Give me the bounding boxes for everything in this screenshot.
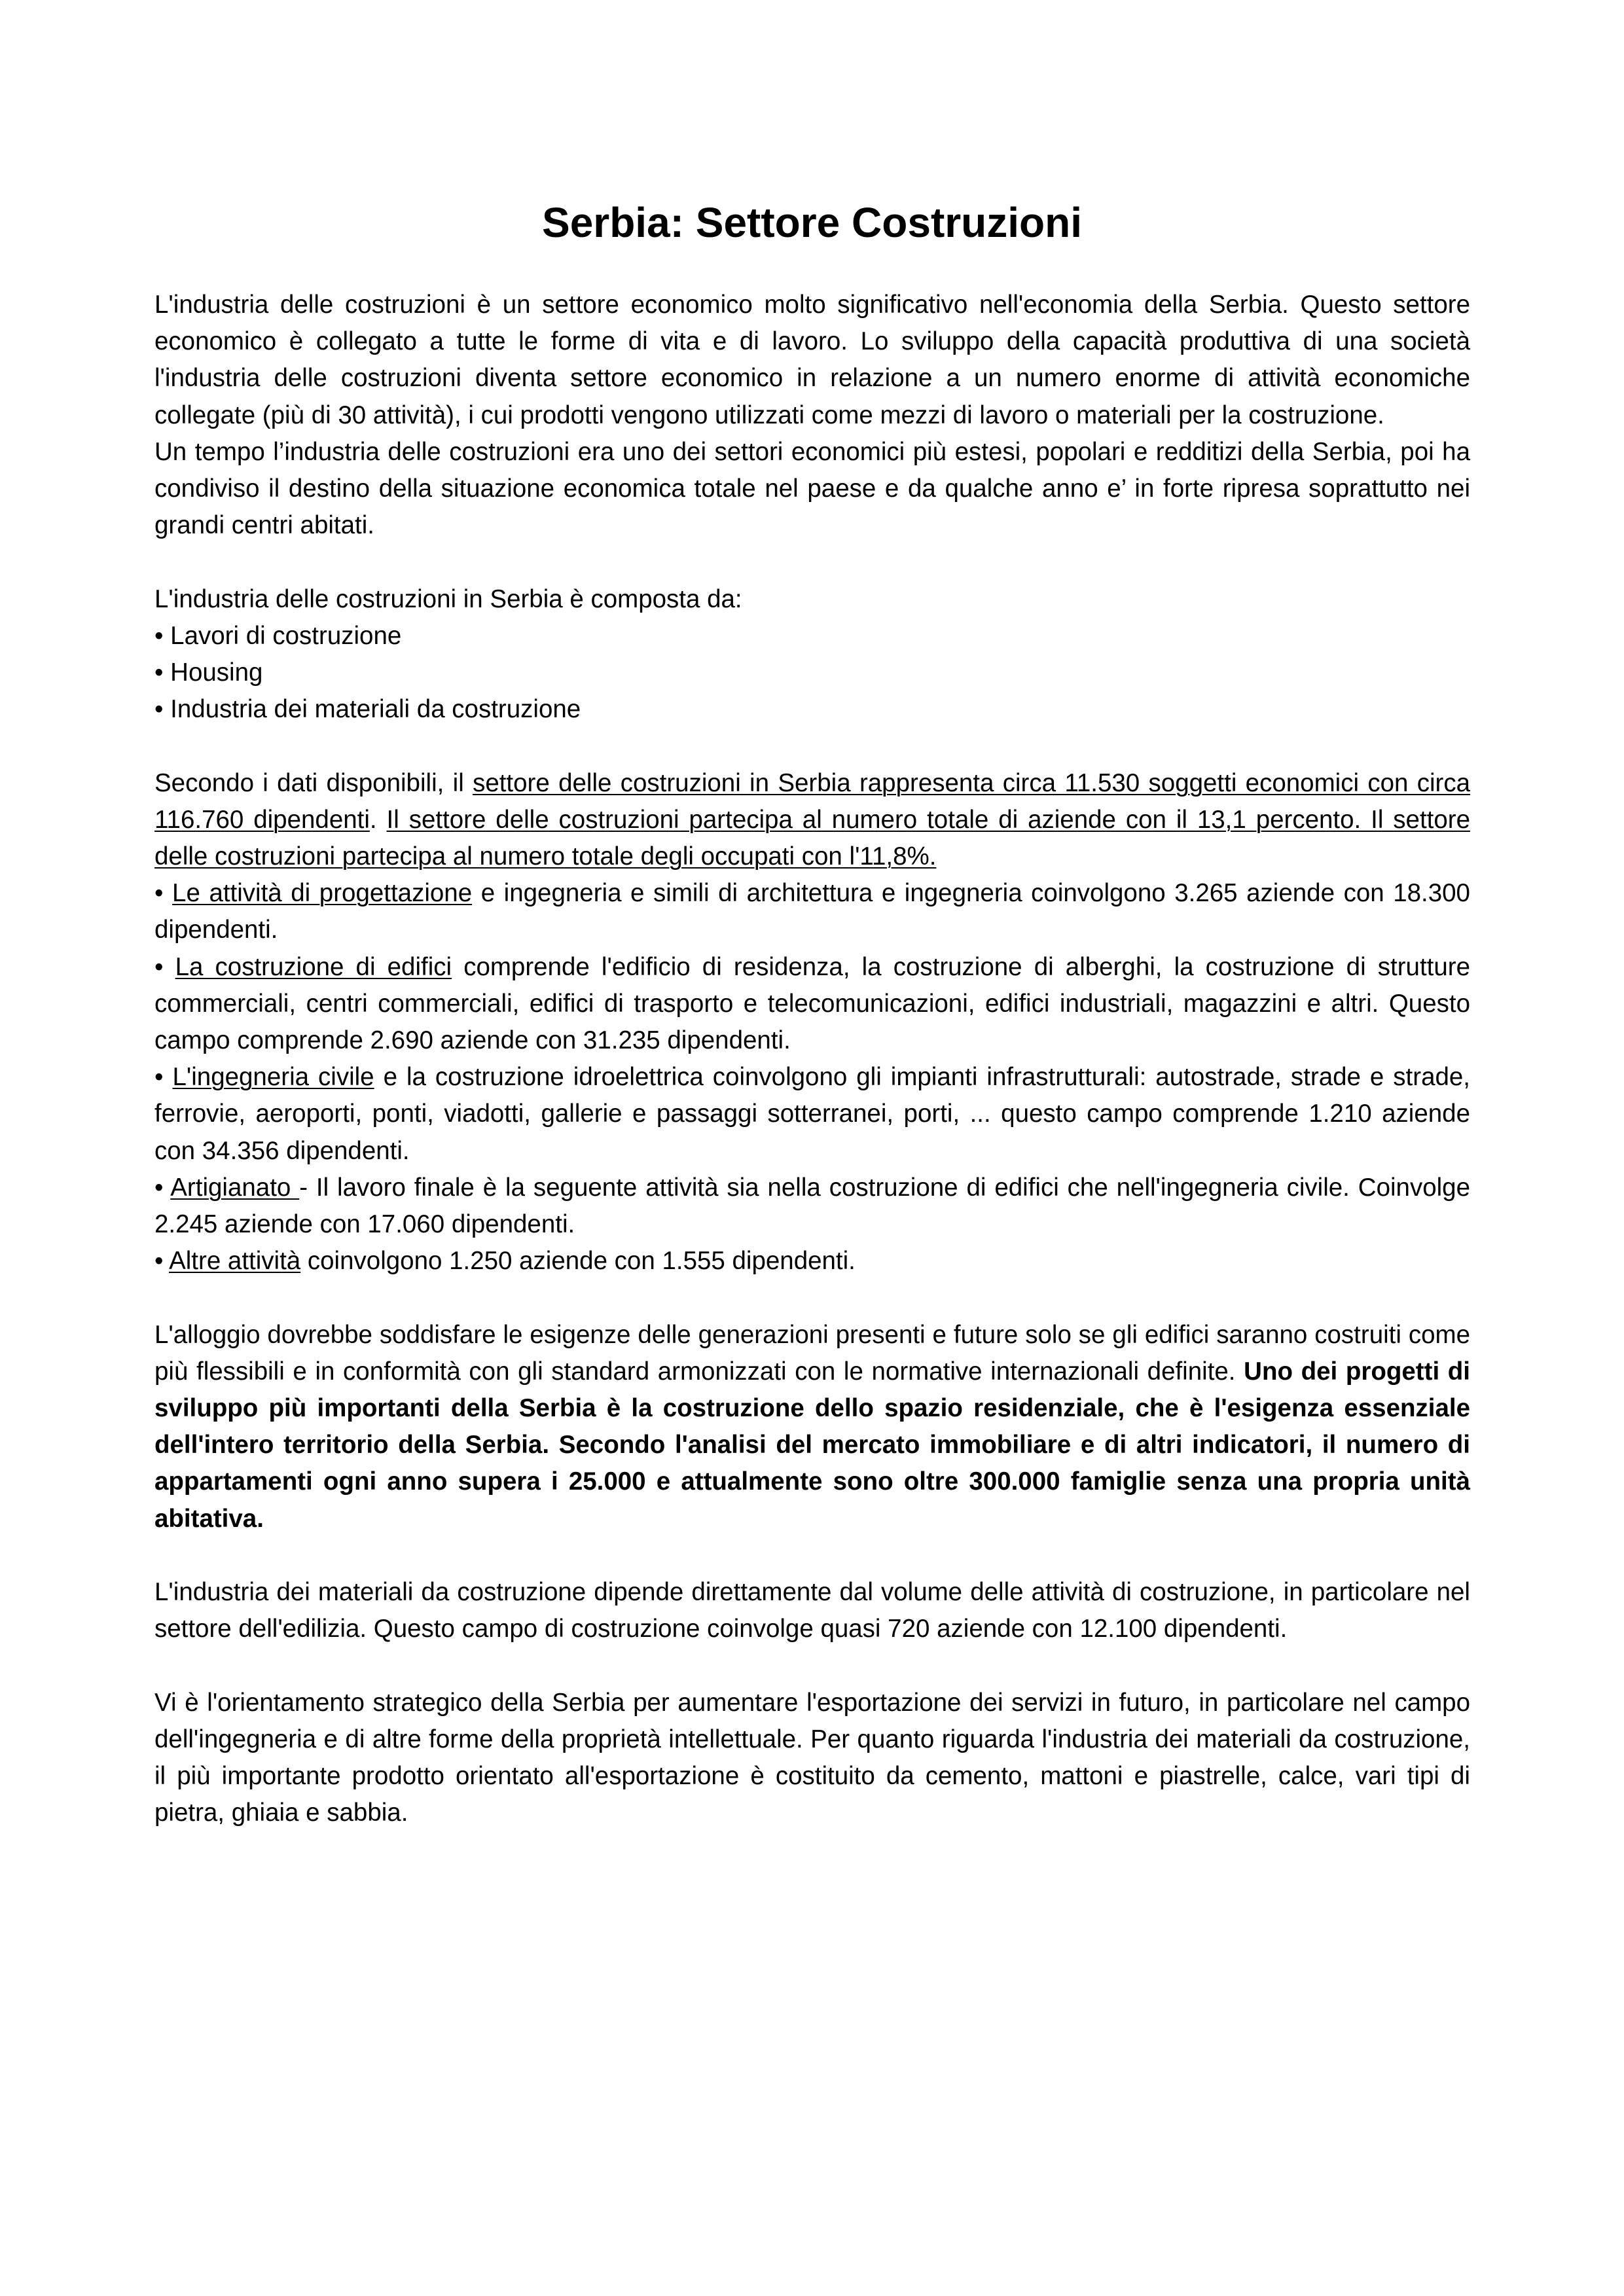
activity-text: coinvolgono 1.250 aziende con 1.555 dipendenti. [300,1247,856,1276]
paragraph-spacer [154,1280,1470,1316]
composition-item: • Lavori di costruzione [154,621,402,650]
activity-label: Altre attività [169,1247,301,1276]
activity-item [154,949,1470,1060]
activity-bullet: • [154,1247,170,1276]
composition-intro: L'industria delle costruzioni in Serbia è composta da: [154,584,742,613]
activity-bullet: • [154,952,175,981]
intro-paragraph-1: L'industria delle costruzioni è un settore economico molto significativo nell'economia della Serbia. Questo settore economico è collegato a tutte le forme di vita e di lavoro. Lo sviluppo della capacità produttiva di una società l'industria delle costruzioni diventa settore economico in relazione a un numero enorme di attività economiche collegate (più di 30 attività), i cui prodotti vengono utilizzati come mezzi di lavoro o materiali per la costruzione. [154,291,1470,429]
page-title: Serbia: Settore Costruzioni [542,199,1082,246]
activity-text: e ingegneria e simili di architettura e ingegneria coinvolgono 3.265 aziende con 18.300 dipendenti. [154,879,1470,944]
activity-bullet: • [154,1063,173,1092]
materials-paragraph: L'industria dei materiali da costruzione dipende direttamente dal volume delle attività di costruzione, in particolare nel settore dell'edilizia. Questo campo di costruzione coinvolge quasi 720 aziende con 12.100 dipendenti. [154,1578,1470,1643]
export-paragraph: Vi è l'orientamento strategico della Serbia per aumentare l'esportazione dei servizi in futuro, in particolare nel campo dell'ingegneria e di altre forme della proprietà intellettuale. Per quanto riguarda l'industria dei materiali da costruzione, il più importante prodotto orientato all'esportazione è costituito da cemento, mattoni e piastrelle, calce, vari tipi di pietra, ghiaia e sabbia. [154,1688,1470,1827]
housing-bold-text: Uno dei progetti di sviluppo più importanti della Serbia è la costruzione dello spazio residenziale, che è l'esigenza essenziale dell'intero territorio della Serbia. Secondo l'analisi del mercato immobiliare e di altri indicatori, il numero di appartamenti ogni anno supera i 25.000 e attualmente sono oltre 300.000 famiglie senza una propria unità abitativa. [154,1357,1470,1533]
intro-paragraph-2: Un tempo l’industria delle costruzioni era uno dei settori economici più estesi, popolari e redditizi della Serbia, poi ha condiviso il destino della situazione economica totale nel paese e da qualche anno e’ in forte ripresa soprattutto nei grandi centri abitati. [154,437,1470,540]
activity-label: La costruzione di edifici [175,952,452,981]
paragraph-spacer [154,1647,1470,1684]
activity-item [154,1059,1470,1170]
stats-underlined-2: Il settore delle costruzioni partecipa al numero totale di aziende con il 13,1 percento. Il settore delle costruzioni partecipa al numero totale degli occupati con l'11,8%. [154,805,1470,871]
activity-item [154,875,1470,948]
activity-text: comprende l'edificio di residenza, la costruzione di alberghi, la costruzione di strutture commerciali, centri commerciali, edifici di trasporto e telecomunicazioni, edifici industriali, magazzini e altri. Questo campo comprende 2.690 aziende con 31.235 dipendenti. [154,952,1470,1055]
stats-underlined-1: settore delle costruzioni in Serbia rappresenta circa 11.530 soggetti economici con circa 116.760 dipendenti [154,768,1470,834]
activity-label: L'ingegneria civile [172,1063,374,1092]
composition-item: • Housing [154,658,263,687]
stats-paragraph [154,765,1470,876]
stats-separator: . [369,805,387,834]
housing-text: L'alloggio dovrebbe soddisfare le esigenze delle generazioni presenti e future solo se gli edifici saranno costruiti come più flessibili e in conformità con gli standard armonizzati con le normative internazionali definite. [154,1320,1470,1386]
activity-bullet: • [154,879,173,908]
composition-item: • Industria dei materiali da costruzione [154,695,581,724]
activity-text: - Il lavoro finale è la seguente attività sia nella costruzione di edifici che nell'ingegneria civile. Coinvolge 2.245 aziende con 17.060 dipendenti. [154,1173,1470,1239]
activity-item [154,1170,1470,1243]
paragraph-spacer [154,1537,1470,1574]
activity-label: Artigianato [170,1173,300,1202]
paragraph-spacer [154,544,1470,581]
document-body [154,287,1470,1831]
activity-label: Le attività di progettazione [172,879,473,908]
paragraph-spacer [154,728,1470,764]
activity-bullet: • [154,1173,171,1202]
activity-item [154,1243,1470,1280]
housing-paragraph [154,1317,1470,1537]
activity-text: e la costruzione idroelettrica coinvolgono gli impianti infrastrutturali: autostrade, strade e strade, ferrovie, aeroporti, ponti, viadotti, gallerie e passaggi sotterranei, porti, ... questo campo comprende 1.210 aziende con 34.356 dipendenti. [154,1063,1471,1165]
stats-lead: Secondo i dati disponibili, il [154,768,473,797]
